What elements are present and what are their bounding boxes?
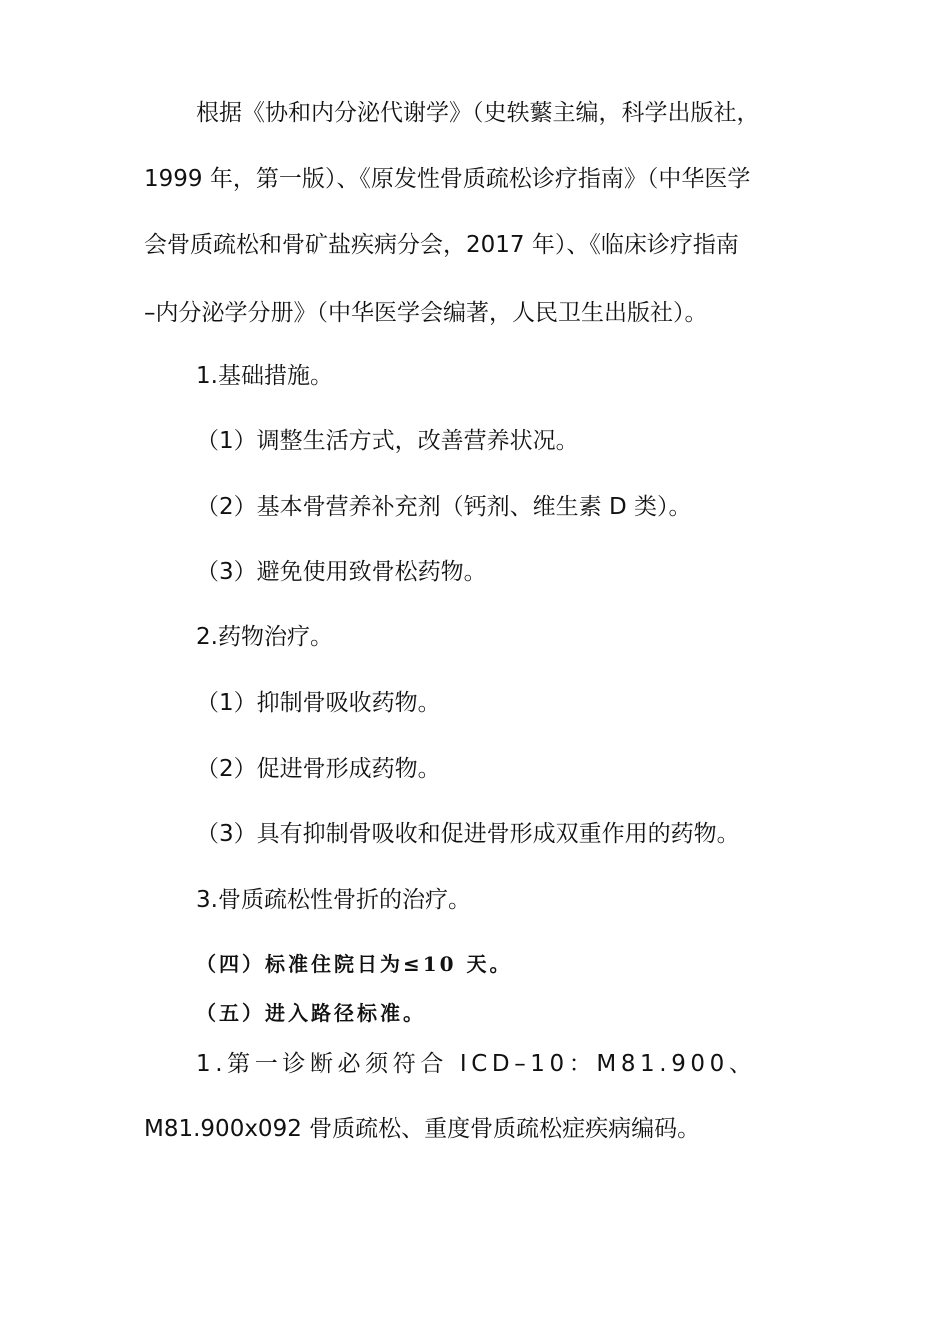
section-heading-bold: （五）进入路径标准。: [196, 1001, 426, 1025]
paragraph-line: 会骨质疏松和骨矿盐疾病分会，2017 年）、《临床诊疗指南: [144, 232, 739, 258]
list-item: （3）避免使用致骨松药物。: [196, 559, 487, 585]
list-item: （2）基本骨营养补充剂（钙剂、维生素 D 类）。: [196, 494, 692, 520]
list-item: （2）促进骨形成药物。: [196, 756, 441, 782]
paragraph-line: 根据《协和内分泌代谢学》（史轶蘩主编，科学出版社，: [196, 100, 760, 126]
list-item: （1）抑制骨吸收药物。: [196, 690, 441, 716]
list-item: （1）调整生活方式，改善营养状况。: [196, 428, 579, 454]
section-heading: 3.骨质疏松性骨折的治疗。: [196, 887, 471, 913]
paragraph-line: M81.900x092 骨质疏松、重度骨质疏松症疾病编码。: [144, 1116, 701, 1142]
section-heading: 1.基础措施。: [196, 363, 333, 389]
paragraph-line: 1.第一诊断必须符合 ICD–10：M81.900、: [196, 1051, 757, 1077]
list-item: （3）具有抑制骨吸收和促进骨形成双重作用的药物。: [196, 821, 740, 847]
paragraph-line: 1999 年，第一版）、《原发性骨质疏松诊疗指南》（中华医学: [144, 166, 751, 192]
paragraph-line: –内分泌学分册》（中华医学会编著，人民卫生出版社）。: [144, 300, 708, 326]
section-heading-bold: （四）标准住院日为≤10 天。: [196, 952, 513, 976]
section-heading: 2.药物治疗。: [196, 624, 333, 650]
